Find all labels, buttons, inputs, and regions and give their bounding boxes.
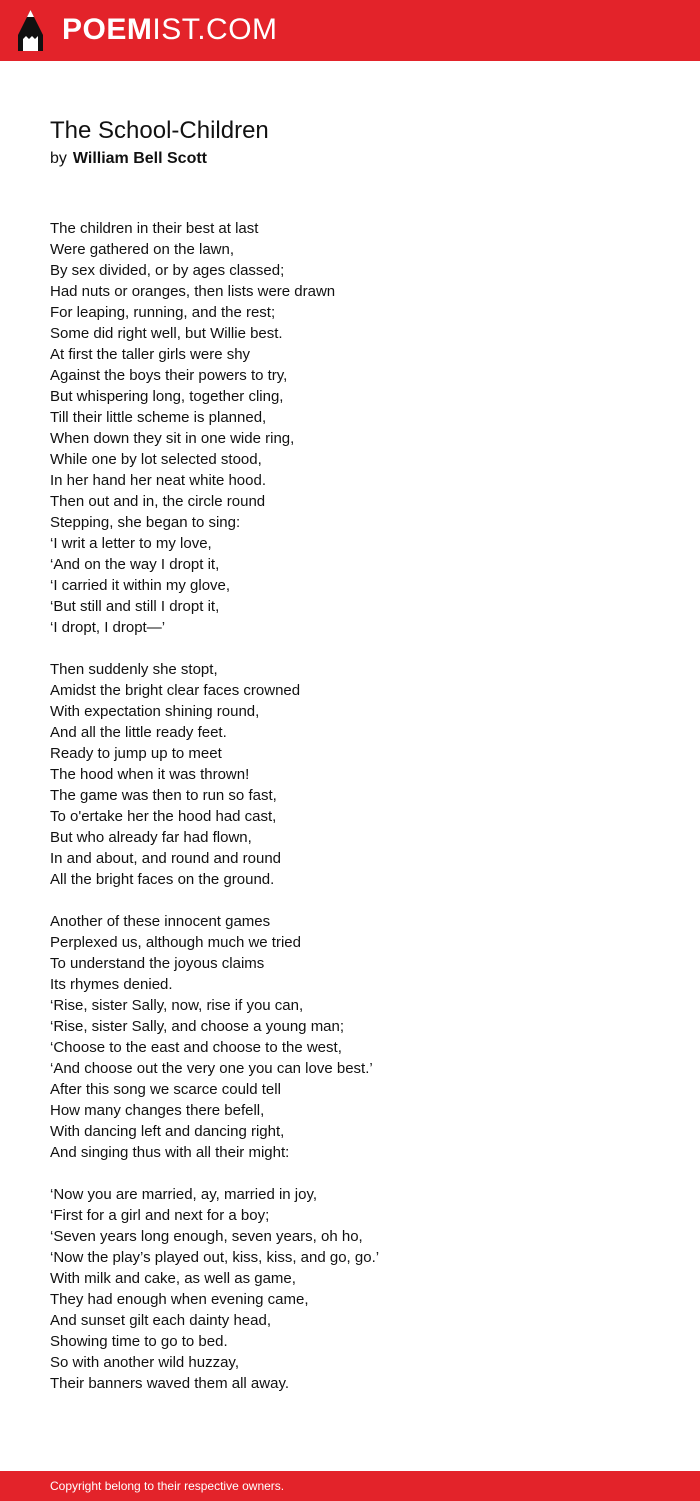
poem-line: In and about, and round and round: [50, 850, 282, 867]
poem-line: But whispering long, together cling,: [50, 388, 284, 405]
poem-line: After this song we scarce could tell: [50, 1081, 281, 1098]
poem-line: ‘First for a girl and next for a boy;: [50, 1207, 270, 1224]
poem-line: And singing thus with all their might:: [50, 1144, 290, 1161]
poem-line: Had nuts or oranges, then lists were drawn: [50, 283, 336, 300]
logo-light-text: IST.COM: [152, 13, 278, 46]
poem-stanza: [50, 659, 570, 890]
poem-line: They had enough when evening came,: [50, 1291, 309, 1308]
poem-line: ‘Choose to the east and choose to the west,: [50, 1039, 342, 1056]
poem-line: The game was then to run so fast,: [50, 787, 277, 804]
poem-line: To understand the joyous claims: [50, 955, 265, 972]
poem-line: ‘Now the play’s played out, kiss, kiss, and go, go.’: [50, 1249, 380, 1266]
site-header: [0, 0, 700, 61]
poem-line: Till their little scheme is planned,: [50, 409, 267, 426]
pencil-tip-icon[interactable]: [17, 9, 44, 52]
poem-line: Were gathered on the lawn,: [50, 241, 235, 258]
poem-line: The hood when it was thrown!: [50, 766, 250, 783]
poem-line: By sex divided, or by ages classed;: [50, 262, 285, 279]
poem-line: Ready to jump up to meet: [50, 745, 222, 762]
site-footer: [0, 1471, 700, 1501]
poem-line: Then out and in, the circle round: [50, 493, 266, 510]
poem-line: Its rhymes denied.: [50, 976, 173, 993]
poem-stanza: [50, 1184, 570, 1394]
copyright-text: Copyright belong to their respective owners.: [50, 1479, 285, 1493]
poem-line: But who already far had flown,: [50, 829, 252, 846]
poem-line: For leaping, running, and the rest;: [50, 304, 276, 321]
poem-body: [50, 218, 570, 1415]
poem-stanza: [50, 218, 570, 638]
poem-line: With dancing left and dancing right,: [50, 1123, 285, 1140]
poem-line: ‘But still and still I dropt it,: [50, 598, 220, 615]
poem-line: Amidst the bright clear faces crowned: [50, 682, 301, 699]
by-label: by: [50, 150, 67, 167]
poem-title: The School-Children: [50, 117, 269, 144]
poem-line: Perplexed us, although much we tried: [50, 934, 301, 951]
poem-line: ‘Seven years long enough, seven years, oh ho,: [50, 1228, 363, 1245]
poem-stanza: [50, 911, 570, 1163]
poem-line: Showing time to go to bed.: [50, 1333, 228, 1350]
poem-line: Then suddenly she stopt,: [50, 661, 218, 678]
poem-line: Against the boys their powers to try,: [50, 367, 288, 384]
poem-line: ‘Rise, sister Sally, and choose a young man;: [50, 1018, 345, 1035]
poem-line: Their banners waved them all away.: [50, 1375, 290, 1392]
poem-line: So with another wild huzzay,: [50, 1354, 239, 1371]
poem-line: The children in their best at last: [50, 220, 259, 237]
poem-line: ‘Rise, sister Sally, now, rise if you can,: [50, 997, 304, 1014]
poem-line: In her hand her neat white hood.: [50, 472, 266, 489]
poem-line: All the bright faces on the ground.: [50, 871, 275, 888]
poem-line: ‘Now you are married, ay, married in joy,: [50, 1186, 318, 1203]
poem-line: And sunset gilt each dainty head,: [50, 1312, 271, 1329]
poem-line: ‘I carried it within my glove,: [50, 577, 231, 594]
poem-line: Stepping, she began to sing:: [50, 514, 241, 531]
site-logo[interactable]: [62, 12, 278, 48]
poem-line: With expectation shining round,: [50, 703, 260, 720]
poem-line: How many changes there befell,: [50, 1102, 265, 1119]
logo-bold-text: POEM: [62, 13, 153, 46]
poem-line: While one by lot selected stood,: [50, 451, 262, 468]
poem-line: ‘I writ a letter to my love,: [50, 535, 212, 552]
poem-line: When down they sit in one wide ring,: [50, 430, 295, 447]
poem-line: ‘I dropt, I dropt—’: [50, 619, 166, 636]
poem-line: At first the taller girls were shy: [50, 346, 251, 363]
poem-line: With milk and cake, as well as game,: [50, 1270, 296, 1287]
poem-line: Another of these innocent games: [50, 913, 271, 930]
poem-line: ‘And choose out the very one you can love best.’: [50, 1060, 373, 1077]
author-name: William Bell Scott: [72, 150, 208, 167]
poem-line: Some did right well, but Willie best.: [50, 325, 283, 342]
poem-byline: [50, 148, 207, 170]
poem-line: ‘And on the way I dropt it,: [50, 556, 220, 573]
poem-line: And all the little ready feet.: [50, 724, 227, 741]
poem-line: To o'ertake her the hood had cast,: [50, 808, 277, 825]
